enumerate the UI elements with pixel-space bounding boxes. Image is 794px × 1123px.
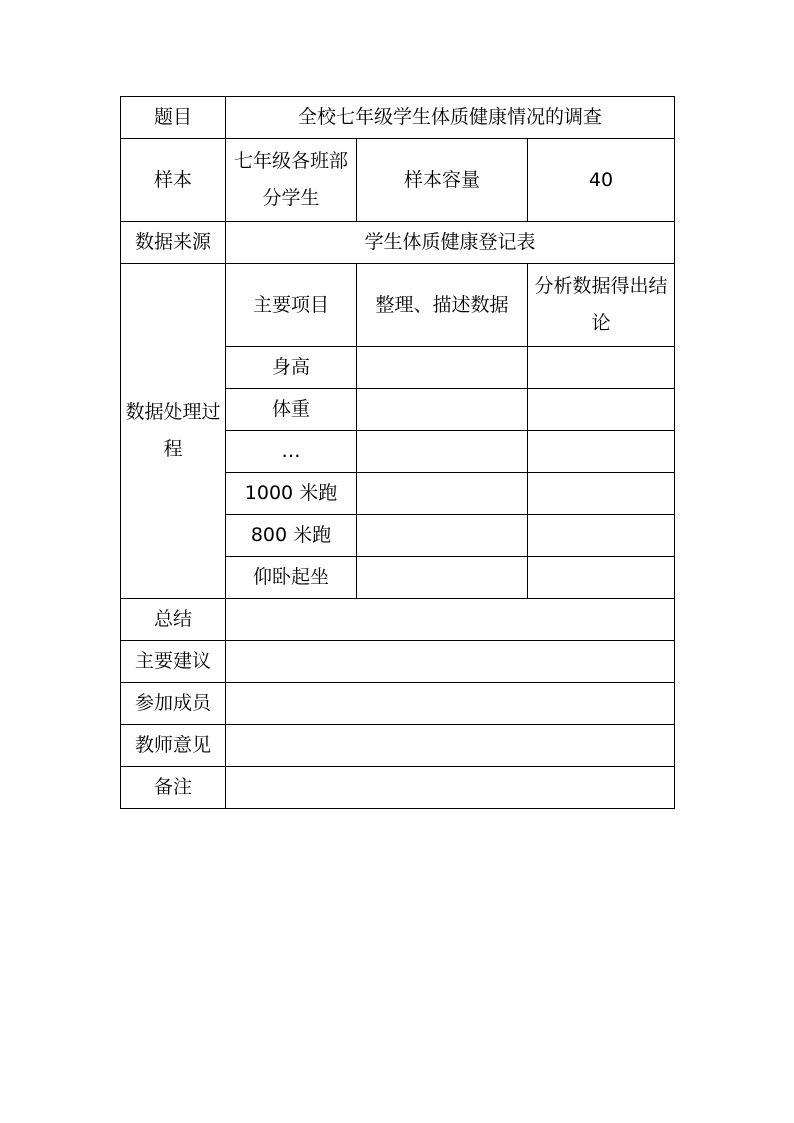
process-item-1000m: 1000 米跑 (226, 473, 357, 515)
process-cell-organize-weight[interactable] (357, 389, 528, 431)
data-source-label: 数据来源 (121, 222, 226, 264)
process-label: 数据处理过程 (121, 264, 226, 599)
process-header-conclusion: 分析数据得出结论 (528, 264, 675, 347)
process-cell-conclusion-situps[interactable] (528, 557, 675, 599)
process-cell-organize-situps[interactable] (357, 557, 528, 599)
teacher-opinion-row (121, 725, 675, 767)
survey-form-table (120, 96, 675, 809)
suggestions-row (121, 641, 675, 683)
process-header-organize: 整理、描述数据 (357, 264, 528, 347)
process-item-height: 身高 (226, 347, 357, 389)
process-cell-organize-ellipsis[interactable] (357, 431, 528, 473)
summary-value[interactable] (226, 599, 675, 641)
topic-value: 全校七年级学生体质健康情况的调查 (226, 97, 675, 139)
summary-label: 总结 (121, 599, 226, 641)
topic-row (121, 97, 675, 139)
teacher-opinion-value[interactable] (226, 725, 675, 767)
remarks-label: 备注 (121, 767, 226, 809)
remarks-value[interactable] (226, 767, 675, 809)
process-cell-organize-1000m[interactable] (357, 473, 528, 515)
process-cell-conclusion-height[interactable] (528, 347, 675, 389)
process-cell-conclusion-1000m[interactable] (528, 473, 675, 515)
sample-size-label: 样本容量 (357, 139, 528, 222)
data-source-row (121, 222, 675, 264)
process-cell-conclusion-800m[interactable] (528, 515, 675, 557)
teacher-opinion-label: 教师意见 (121, 725, 226, 767)
topic-label: 题目 (121, 97, 226, 139)
data-source-value: 学生体质健康登记表 (226, 222, 675, 264)
sample-row (121, 139, 675, 222)
process-cell-organize-height[interactable] (357, 347, 528, 389)
process-cell-conclusion-weight[interactable] (528, 389, 675, 431)
remarks-row (121, 767, 675, 809)
members-row (121, 683, 675, 725)
process-header-row (121, 264, 675, 347)
sample-size-value: 40 (528, 139, 675, 222)
members-value[interactable] (226, 683, 675, 725)
process-cell-organize-800m[interactable] (357, 515, 528, 557)
sample-label: 样本 (121, 139, 226, 222)
process-header-item: 主要项目 (226, 264, 357, 347)
suggestions-value[interactable] (226, 641, 675, 683)
process-item-ellipsis: … (226, 431, 357, 473)
process-item-situps: 仰卧起坐 (226, 557, 357, 599)
sample-value: 七年级各班部分学生 (226, 139, 357, 222)
members-label: 参加成员 (121, 683, 226, 725)
summary-row (121, 599, 675, 641)
process-cell-conclusion-ellipsis[interactable] (528, 431, 675, 473)
process-item-800m: 800 米跑 (226, 515, 357, 557)
process-item-weight: 体重 (226, 389, 357, 431)
suggestions-label: 主要建议 (121, 641, 226, 683)
